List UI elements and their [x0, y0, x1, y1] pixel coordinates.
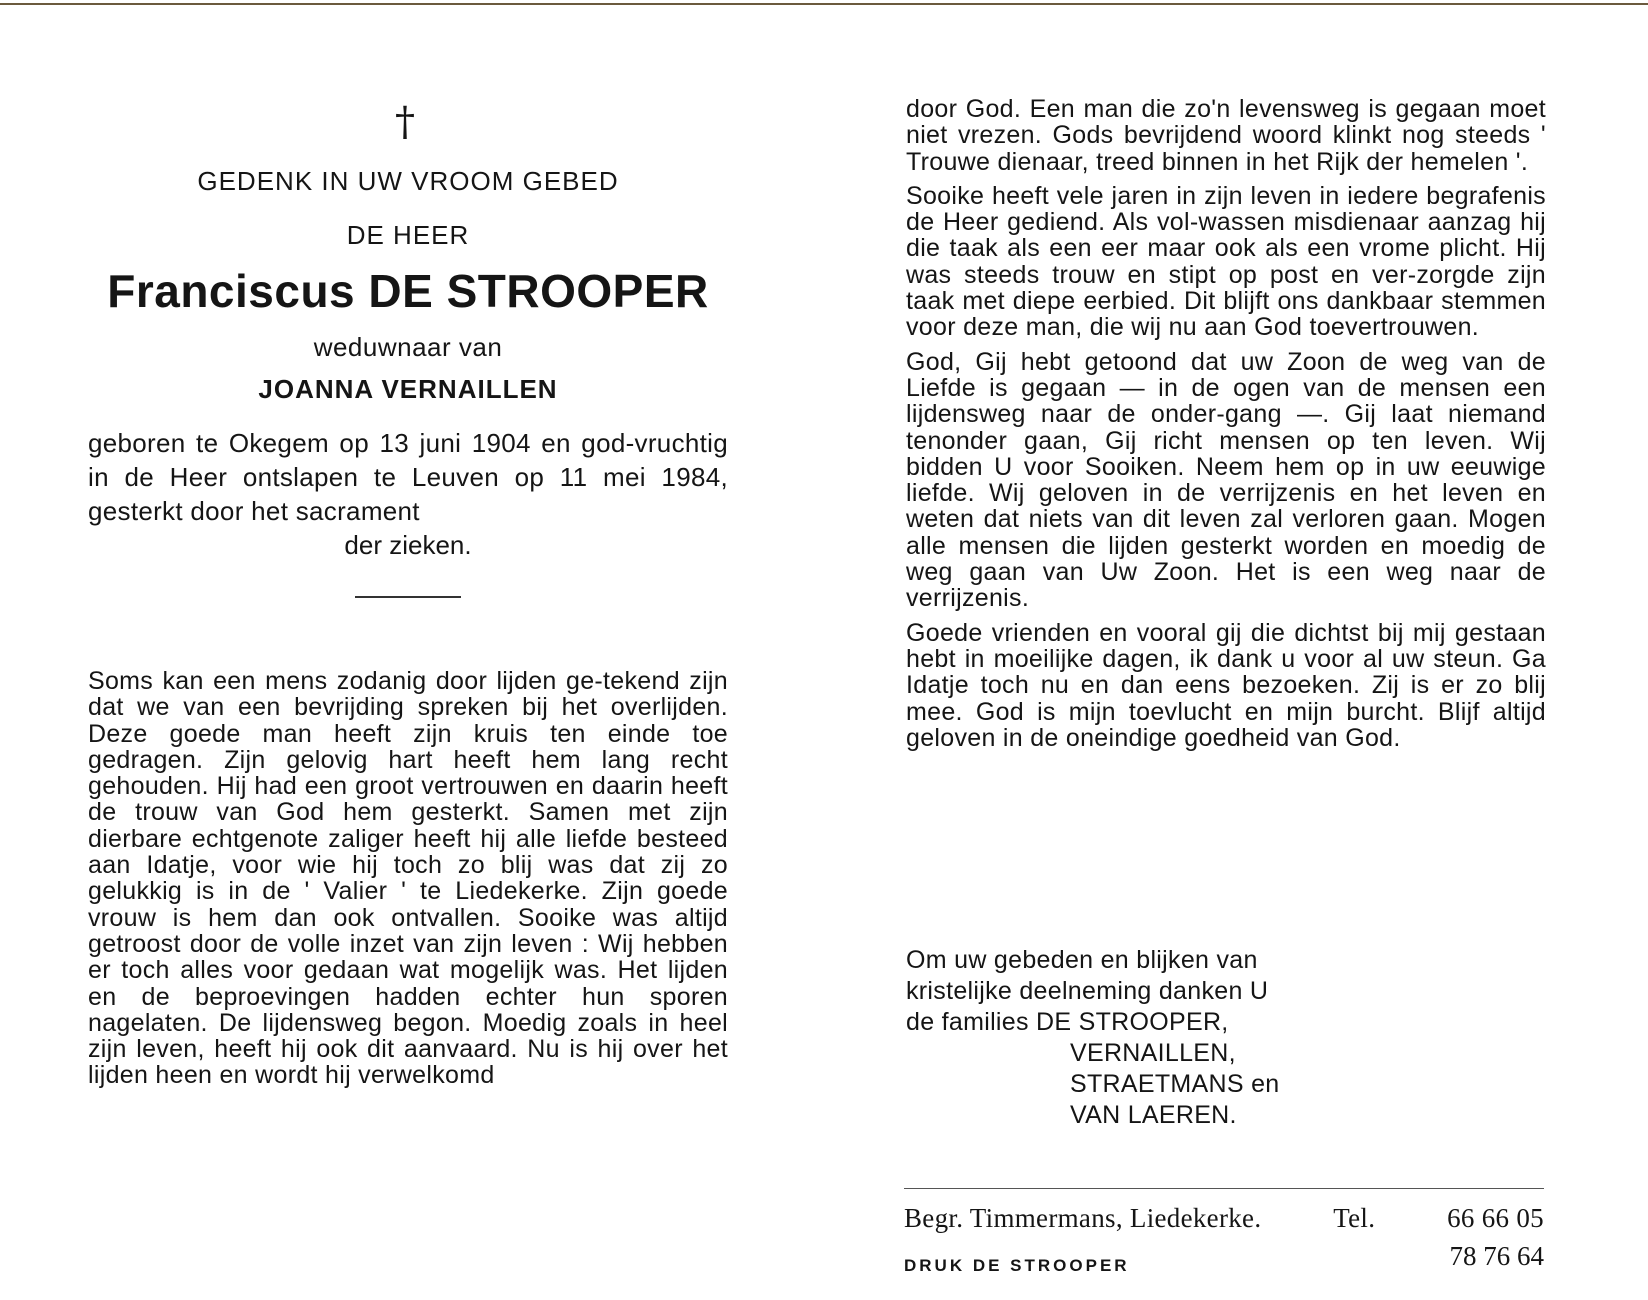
phone-number-2: 78 76 64: [1449, 1241, 1544, 1271]
cross-icon: †: [395, 99, 415, 145]
memorial-paragraph-4: Goede vrienden en vooral gij die dichtst bij mij gestaan hebt in moeilijke dagen, ik dank u voor al uw steun. Ga Idatje toch nu en dan eens bezoeken. Zij is er zo blij mee. God is mijn toevlucht en mijn burcht. Blijf altijd geloven in de oneindige goedheid van God.: [906, 618, 1546, 752]
remember-heading: GEDENK IN UW VROOM GEBED: [197, 166, 619, 196]
family-name: VERNAILLEN,: [1070, 1039, 1236, 1067]
phone-number-1: 66 66 05: [1447, 1203, 1544, 1233]
section-divider: [355, 596, 461, 598]
birth-death-text: geboren te Okegem op 13 juni 1904 en god-vruchtig in de Heer ontslapen te Leuven op 11 mei 1984, gesterkt door het sacrament: [88, 428, 728, 526]
thanks-block: [906, 945, 1466, 1131]
deceased-name: Franciscus DE STROOPER: [107, 265, 709, 317]
widow-of-label: weduwnaar van: [313, 332, 503, 362]
memorial-paragraph-left: Soms kan een mens zodanig door lijden ge-tekend zijn dat we van een bevrijding spreken bij het overlijden. Deze goede man heeft zijn kruis ten einde toe gedragen. Zijn gelovig hart heeft hem lang recht gehouden. Hij had een groot vertrouwen en daarin heeft de trouw van God hem gesterkt. Samen met zijn dierbare echtgenote zaliger heeft hij alle liefde besteed aan Idatje, voor wie hij toch zo blij was dat zij zo gelukkig is in de ' Valier ' te Liedekerke. Zijn goede vrouw is hem dan ook ontvallen. Sooike was altijd getroost door de volle inzet van zijn leven : Wij hebben er toch alles voor gedaan wat mogelijk was. Het lijden en de beproevingen hadden echter hun sporen nagelaten. De lijdensweg begon. Moedig zoals in heel zijn leven, heeft hij ook dit aanvaard. Nu is hij over het lijden heen en wordt hij verwelkomd: [88, 667, 728, 1090]
family-name: VAN LAEREN.: [1070, 1101, 1237, 1129]
thanks-line: kristelijke deelneming danken U: [906, 977, 1269, 1005]
undertaker-name: Begr. Timmermans, Liedekerke.: [904, 1203, 1262, 1233]
memorial-paragraph-1: door God. Een man die zo'n levensweg is gegaan moet niet vrezen. Gods bevrijdend woord klinkt nog steeds ' Trouwe dienaar, treed binnen in het Rijk der hemelen '.: [906, 95, 1546, 176]
printer-credit: DRUK DE STROOPER: [904, 1256, 1130, 1275]
left-column: [88, 100, 728, 1089]
spouse-name: JOANNA VERNAILLEN: [258, 374, 558, 404]
tel-label: Tel.: [1333, 1203, 1376, 1233]
thanks-line: de families DE STROOPER,: [906, 1008, 1229, 1036]
undertaker-line: [904, 1202, 1544, 1234]
thanks-line: Om uw gebeden en blijken van: [906, 946, 1258, 974]
family-name: STRAETMANS en: [1070, 1070, 1280, 1098]
memorial-paragraph-2: Sooike heeft vele jaren in zijn leven in iedere begrafenis de Heer gediend. Als vol-wassen misdienaar aanzag hij die taak als een eer maar ook als een vrome plicht. Hij was steeds trouw en stipt op post en ver-zorgde zijn taak met diepe eerbied. Dit blijft ons dankbaar stemmen voor deze man, die wij nu aan God toevertrouwen.: [906, 181, 1546, 342]
footer-rule: [904, 1188, 1544, 1189]
memorial-paragraph-3: God, Gij hebt getoond dat uw Zoon de weg van de Liefde is gegaan — in de ogen van de mensen een lijdensweg naar de onder-gang —. Gij laat niemand tenonder gaan, Gij richt mensen op ten leven. Wij bidden U voor Sooiken. Neem hem op in uw eeuwige liefde. Wij geloven in de verrijzenis en het leven en weten dat niets van dit leven zal verloren gaan. Mogen alle mensen die lijden gesterkt worden en moedig de weg gaan van Uw Zoon. Het is een weg naar de verrijzenis.: [906, 347, 1546, 613]
top-border-rule: [0, 3, 1648, 5]
honorific-title: DE HEER: [346, 220, 470, 250]
birth-death-last-line: der zieken.: [344, 530, 472, 560]
right-column: [906, 96, 1546, 759]
